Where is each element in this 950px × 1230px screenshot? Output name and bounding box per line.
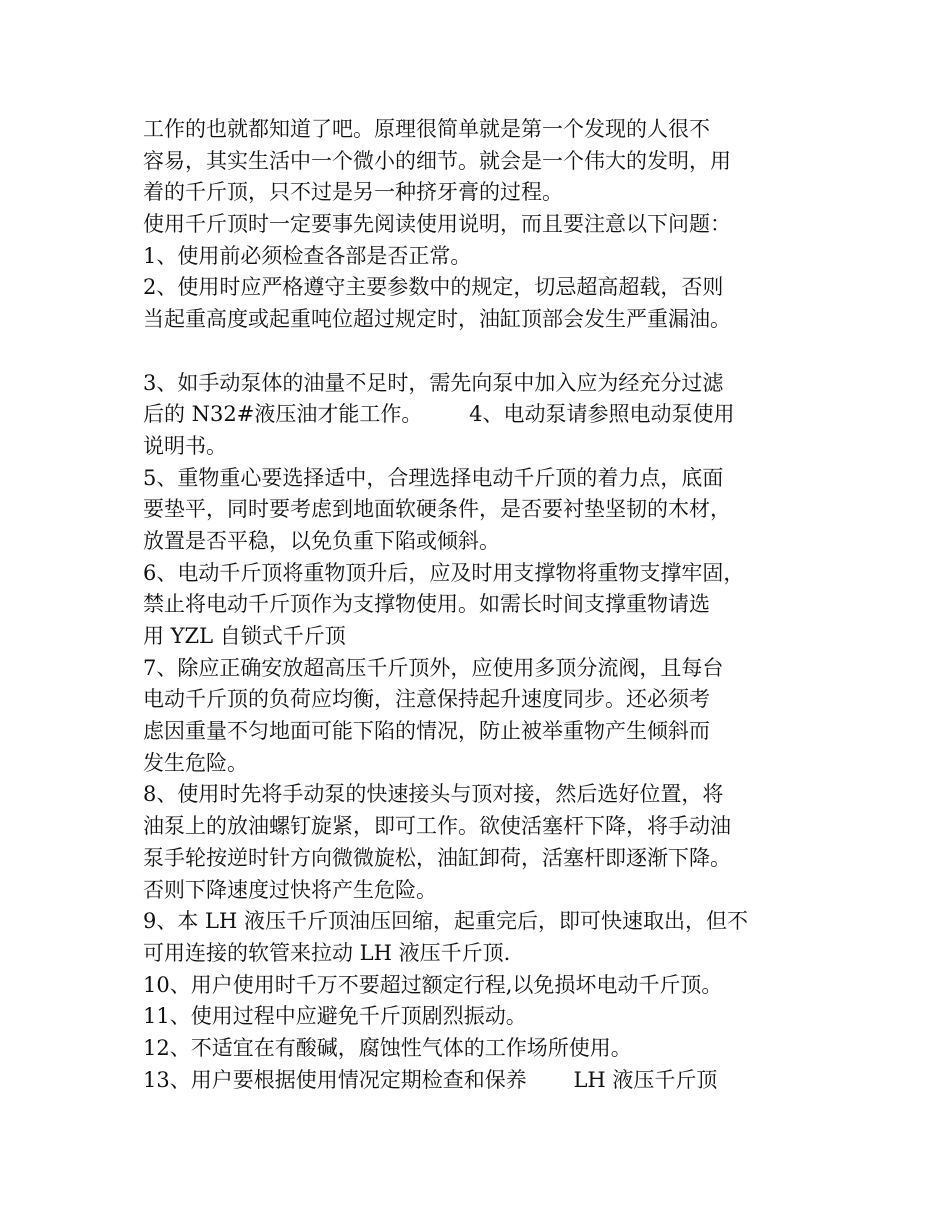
text-line: 后的 N32#液压油才能工作。 4、电动泵请参照电动泵使用 (143, 402, 735, 427)
text-line: 禁止将电动千斤顶作为支撑物使用。如需长时间支撑重物请选 (143, 592, 710, 617)
text-line: 1、使用前必须检查各部是否正常。 (143, 243, 472, 268)
text-line: 容易，其实生活中一个微小的细节。就会是一个伟大的发明，用 (143, 148, 731, 173)
text-line: 10、用户使用时千万不要超过额定行程,以免损坏电动千斤顶。 (143, 972, 723, 997)
text-line: 否则下降速度过快将产生危险。 (143, 877, 437, 902)
text-line: 8、使用时先将手动泵的快速接头与顶对接，然后选好位置，将 (143, 782, 724, 807)
text-line: 当起重高度或起重吨位超过规定时，油缸顶部会发生严重漏油。 (143, 307, 731, 332)
text-line: 2、使用时应严格遵守主要参数中的规定，切忌超高超载，否则 (143, 275, 724, 300)
body-text (143, 114, 823, 1096)
text-line: 电动千斤顶的负荷应均衡，注意保持起升速度同步。还必须考 (143, 687, 710, 712)
text-line: 放置是否平稳，以免负重下陷或倾斜。 (143, 528, 500, 553)
text-line: 油泵上的放油螺钉旋紧，即可工作。欲使活塞杆下降，将手动油 (143, 814, 731, 839)
text-line: 用 YZL 自锁式千斤顶 (143, 624, 346, 648)
text-line: 使用千斤顶时一定要事先阅读使用说明，而且要注意以下问题： (143, 212, 731, 237)
text-line: 泵手轮按逆时针方向微微旋松，油缸卸荷，活塞杆即逐渐下降。 (143, 845, 731, 870)
text-line: 3、如手动泵体的油量不足时，需先向泵中加入应为经充分过滤 (143, 370, 724, 395)
blank-line (143, 336, 823, 368)
text-line: 工作的也就都知道了吧。原理很简单就是第一个发现的人很不 (143, 117, 710, 141)
text-line: 发生危险。 (143, 750, 248, 775)
text-line: 要垫平，同时要考虑到地面软硬条件，是否要衬垫坚韧的木材， (143, 497, 731, 522)
text-line: 虑因重量不匀地面可能下陷的情况，防止被举重物产生倾斜而 (143, 719, 710, 744)
text-line: 着的千斤顶，只不过是另一种挤牙膏的过程。 (143, 180, 563, 205)
text-line: 7、除应正确安放超高压千斤顶外，应使用多顶分流阀，且每台 (143, 655, 724, 680)
text-line: 12、不适宜在有酸碱，腐蚀性气体的工作场所使用。 (143, 1035, 632, 1060)
text-line: 说明书。 (143, 433, 227, 458)
text-line: 9、本 LH 液压千斤顶油压回缩，起重完后，即可快速取出，但不 (143, 909, 748, 934)
text-line: 13、用户要根据使用情况定期检查和保养 LH 液压千斤顶 (143, 1067, 718, 1092)
text-line: 6、电动千斤顶将重物顶升后，应及时用支撑物将重物支撑牢固， (143, 560, 745, 585)
text-line: 11、使用过程中应避免千斤顶剧烈振动。 (143, 1004, 527, 1029)
text-line: 可用连接的软管来拉动 LH 液压千斤顶. (143, 940, 511, 965)
text-line: 5、重物重心要选择适中，合理选择电动千斤顶的着力点，底面 (143, 465, 724, 490)
